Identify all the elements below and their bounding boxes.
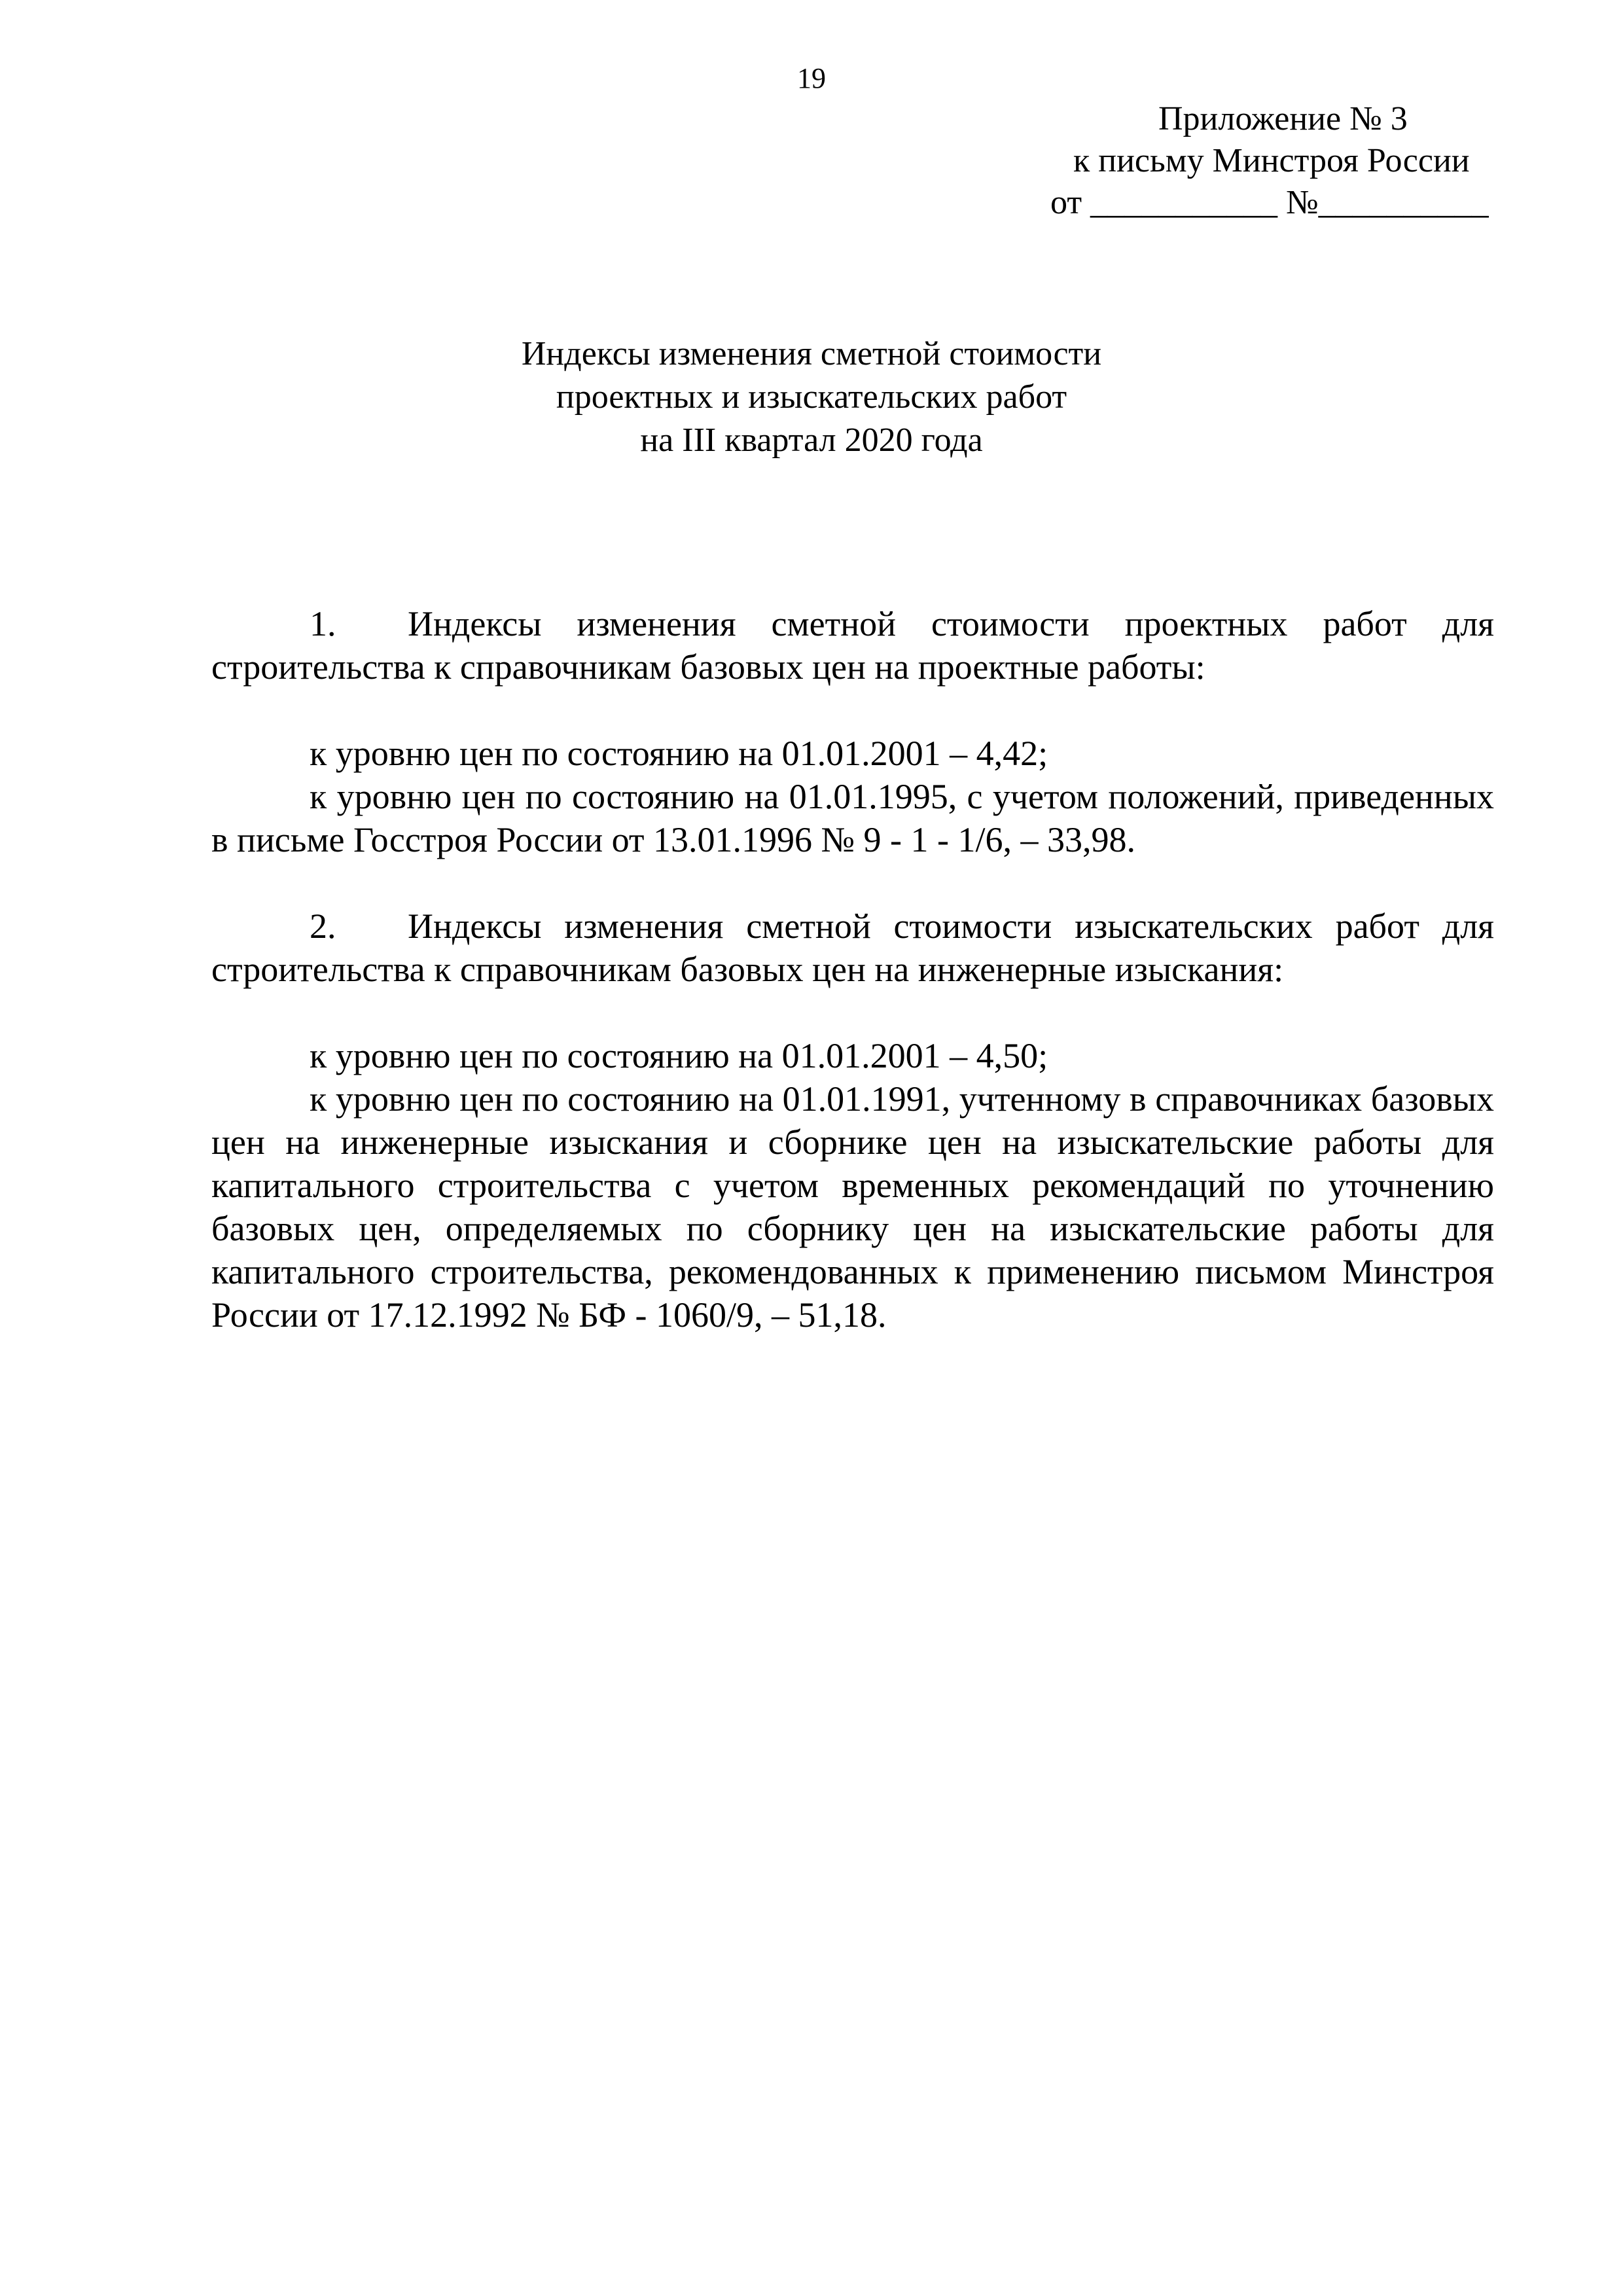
section-2-number: 2. <box>310 906 336 946</box>
appendix-letter-ref: к письму Минстроя России <box>1073 142 1470 179</box>
section-2-item-2: к уровню цен по состоянию на 01.01.1991, учтенному в справочниках базовых цен на инженерные изыскания и сборнике цен на изыскательские работы для капитального строительства с учетом временных рекомендаций по уточнению базовых цен, определяемых по сборнику цен на изыскательские работы для капитального строительства, рекомендованных к применению письмом Минстроя России от 17.12.1992 № БФ - 1060/9, – 51,18. <box>211 1079 1494 1335</box>
appendix-header <box>1021 98 1492 224</box>
document-title <box>0 332 1623 462</box>
section-1-heading <box>211 602 1494 689</box>
title-line-2: проектных и изыскательских работ <box>556 378 1067 416</box>
section-2-heading <box>211 905 1494 991</box>
appendix-label: Приложение № 3 <box>1158 100 1408 137</box>
appendix-date-number: от ___________ №__________ <box>1050 184 1489 221</box>
document-body <box>211 602 1494 1336</box>
section-2-item-1: к уровню цен по состоянию на 01.01.2001 – 4,50; <box>310 1036 1048 1075</box>
page-number: 19 <box>797 62 826 94</box>
section-2-heading-text: Индексы изменения сметной стоимости изыскательских работ для строительства к справочникам базовых цен на инженерные изыскания: <box>211 906 1494 989</box>
title-line-3: на III квартал 2020 года <box>640 422 983 459</box>
section-1-item-1: к уровню цен по состоянию на 01.01.2001 – 4,42; <box>310 734 1048 773</box>
section-1-item-2: к уровню цен по состоянию на 01.01.1995, с учетом положений, приведенных в письме Госстроя России от 13.01.1996 № 9 - 1 - 1/6, – 33,98. <box>211 777 1494 859</box>
title-line-1: Индексы изменения сметной стоимости <box>521 335 1102 372</box>
section-1-number: 1. <box>310 604 336 643</box>
section-1-heading-text: Индексы изменения сметной стоимости проектных работ для строительства к справочникам базовых цен на проектные работы: <box>211 604 1494 687</box>
